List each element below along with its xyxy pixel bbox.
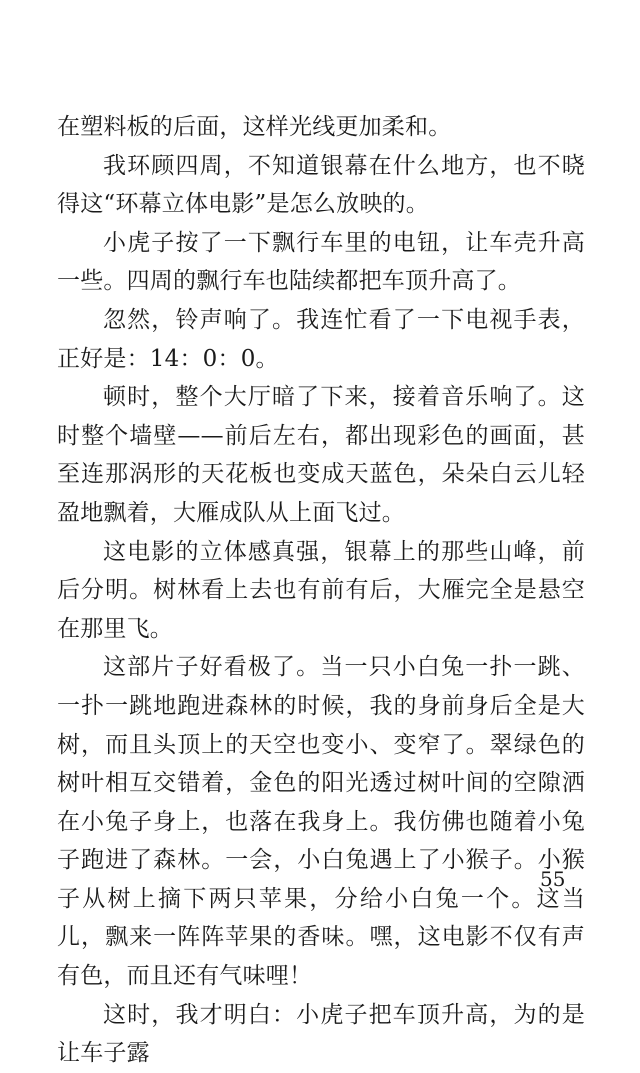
page-number: 55: [540, 867, 566, 891]
paragraph-7: 这部片子好看极了。当一只小白兔一扑一跳、一扑一跳地跑进森林的时候，我的身前身后全是大树，而且头顶上的天空也变小、变窄了。翠绿色的树叶相互交错着，金色的阳光透过树叶间的空隙洒在小兔子身上，也落在我身上。我仿佛也随着小兔子跑进了森林。一会，小白兔遇上了小猴子。小猴子从树上摘下两只苹果，分给小白兔一个。这当儿，飘来一阵阵苹果的香味。嘿，这电影不仅有声有色，而且还有气味哩！: [57, 654, 585, 990]
paragraph-4: 忽然，铃声响了。我连忙看了一下电视手表，正好是：14：0：0。: [57, 306, 585, 372]
paragraph-6: 这电影的立体感真强，银幕上的那些山峰，前后分明。树林看上去也有前有后，大雁完全是悬空在那里飞。: [57, 538, 585, 642]
paragraph-5: 顿时，整个大厅暗了下来，接着音乐响了。这时整个墙壁——前后左右，都出现彩色的画面，甚至连那涡形的天花板也变成天蓝色，朵朵白云儿轻盈地飘着，大雁成队从上面飞过。: [57, 384, 585, 526]
paragraph-3: 小虎子按了一下飘行车里的电钮，让车壳升高一些。四周的飘行车也陆续都把车顶升高了。: [57, 229, 585, 295]
paragraph-8: 这时，我才明白：小虎子把车顶升高，为的是让车子露: [57, 1001, 585, 1067]
paragraph-1: 在塑料板的后面，这样光线更加柔和。: [57, 114, 452, 140]
body-text: [57, 108, 585, 1073]
paragraph-2: 我环顾四周，不知道银幕在什么地方，也不晓得这“环幕立体电影”是怎么放映的。: [57, 152, 585, 218]
